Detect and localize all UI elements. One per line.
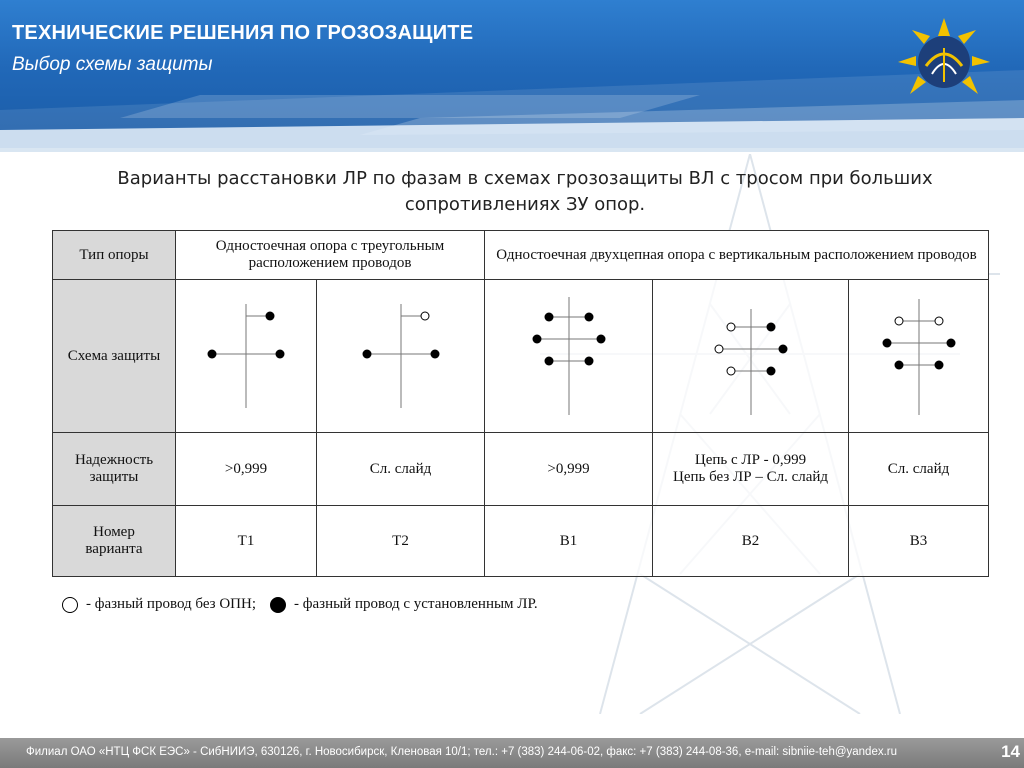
row-label-type: Тип опоры — [53, 231, 176, 280]
variant-t1: Т1 — [176, 506, 317, 577]
legend — [62, 596, 538, 613]
scheme-v1-diagram — [519, 295, 619, 417]
reliability-v3: Сл. слайд — [849, 433, 989, 506]
phase-wire-open-icon — [421, 312, 429, 320]
header-banner — [0, 0, 1024, 152]
footer-bar — [0, 738, 1024, 768]
slide-caption — [100, 166, 950, 218]
phase-wire-filled-icon — [430, 350, 439, 359]
row-label-variant: Номер варианта — [53, 506, 176, 577]
scheme-v2-diagram — [701, 295, 801, 417]
table-row — [53, 433, 989, 506]
open-circle-icon — [62, 597, 78, 613]
caption-line-2: сопротивлениях ЗУ опор. — [404, 194, 646, 215]
phase-wire-filled-icon — [276, 350, 285, 359]
reliability-t1: >0,999 — [176, 433, 317, 506]
legend-open-text: - фазный провод без ОПН; — [86, 596, 257, 612]
page-title: ТЕХНИЧЕСКИЕ РЕШЕНИЯ ПО ГРОЗОЗАЩИТЕ — [12, 22, 474, 44]
footer-contact-text: Филиал ОАО «НТЦ ФСК ЕЭС» - СибНИИЭ, 630126, г. Новосибирск, Кленовая 10/1; тел.: +7 (383) 244-06-02, факс: +7 (383) 244-08-36, e-mail: sibniie-teh@yandex.ru — [26, 746, 898, 758]
reliability-t2: Сл. слайд — [317, 433, 485, 506]
table-row — [53, 280, 989, 433]
table-row — [53, 506, 989, 577]
group-header-triangular: Одностоечная опора с треугольным расположением проводов — [176, 231, 485, 280]
table-row — [53, 231, 989, 280]
scheme-v2 — [653, 280, 849, 433]
page-number: 14 — [1001, 742, 1020, 761]
header-divider — [0, 148, 1024, 152]
caption-line-1: Варианты расстановки ЛР по фазам в схемах грозозащиты ВЛ с тросом при больших — [117, 168, 933, 189]
scheme-t2 — [317, 280, 485, 433]
legend-filled-text: - фазный провод с установленным ЛР. — [294, 596, 538, 612]
group-header-vertical: Одностоечная двухцепная опора с вертикальным расположением проводов — [485, 231, 989, 280]
row-label-reliability: Надежность защиты — [53, 433, 176, 506]
variant-v1: В1 — [485, 506, 653, 577]
scheme-v1 — [485, 280, 653, 433]
reliability-v2-line-2: Цепь без ЛР – Сл. слайд — [673, 469, 829, 485]
row-label-scheme: Схема защиты — [53, 280, 176, 433]
reliability-v1: >0,999 — [485, 433, 653, 506]
reliability-v2 — [653, 433, 849, 506]
variant-t2: Т2 — [317, 506, 485, 577]
page-subtitle: Выбор схемы защиты — [12, 54, 213, 75]
scheme-t1-diagram — [196, 300, 296, 412]
variant-v2: В2 — [653, 506, 849, 577]
company-logo-icon — [898, 18, 990, 104]
scheme-v3-diagram — [869, 295, 969, 417]
phase-wire-filled-icon — [266, 312, 275, 321]
scheme-t2-diagram — [351, 300, 451, 412]
scheme-v3 — [849, 280, 989, 433]
variant-v3: В3 — [849, 506, 989, 577]
reliability-v2-line-1: Цепь с ЛР - 0,999 — [694, 452, 807, 468]
filled-circle-icon — [270, 597, 286, 613]
scheme-t1 — [176, 280, 317, 433]
phase-wire-filled-icon — [208, 350, 217, 359]
phase-wire-filled-icon — [362, 350, 371, 359]
protection-schemes-table — [52, 230, 989, 577]
